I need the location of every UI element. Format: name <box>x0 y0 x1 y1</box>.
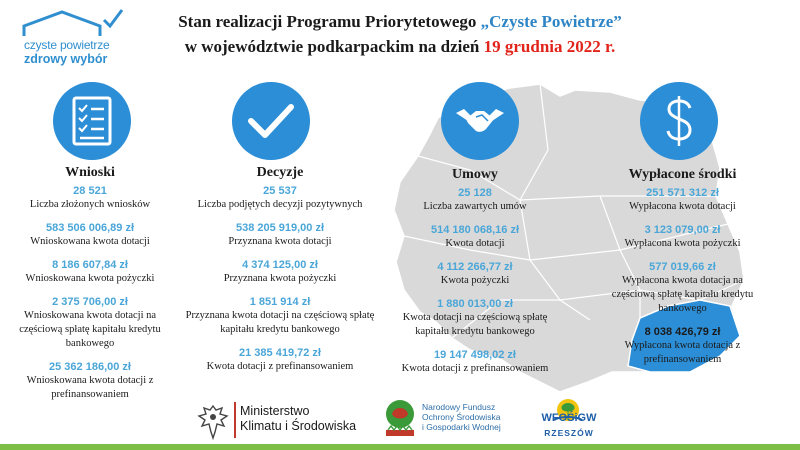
stat-label: Wnioskowana kwota dotacji na częściową spłatę kapitału kredytu bankowego <box>19 310 161 349</box>
stat-label: Wnioskowana kwota pożyczki <box>25 273 155 284</box>
stat-value: 8 186 607,84 zł <box>52 259 128 271</box>
stat-label: Wypłacona kwota dotacja na częściową spłatę kapitału kredytu bankowego <box>611 275 754 314</box>
ministry-line2: Klimatu i Środowiska <box>240 419 357 433</box>
stat-item <box>600 326 765 367</box>
nfosigw-emblem-icon <box>382 398 418 440</box>
stat-item <box>10 296 170 351</box>
nfosigw-line2: Ochrony Środowiska <box>422 412 501 422</box>
stat-item <box>390 349 560 376</box>
stat-value: 1 851 914 zł <box>249 296 311 308</box>
checklist-icon <box>53 82 131 160</box>
column-applications <box>10 165 170 412</box>
title-region: w województwie podkarpackim na dzień <box>184 37 484 56</box>
page-title-line1 <box>0 12 800 32</box>
stat-value: 1 880 013,00 zł <box>437 298 513 310</box>
stat-label: Kwota dotacji z prefinansowaniem <box>401 363 549 374</box>
column-heading: Decyzje <box>256 165 304 180</box>
handshake-icon <box>441 82 519 160</box>
stat-item <box>390 298 560 339</box>
program-name: „Czyste Powietrze” <box>480 12 622 31</box>
stat-item <box>180 222 380 249</box>
column-heading: Wnioski <box>65 165 115 180</box>
stat-value: 4 374 125,00 zł <box>242 259 318 271</box>
stat-item <box>180 185 380 212</box>
column-decisions <box>180 165 380 384</box>
stat-value: 3 123 079,00 zł <box>644 224 721 236</box>
title-prefix: Stan realizacji Programu Priorytetowego <box>178 12 481 31</box>
logo-text-line2: zdrowy wybór <box>24 52 108 66</box>
column-heading: Umowy <box>452 167 498 182</box>
stat-label: Wnioskowana kwota dotacji z prefinansowaniem <box>26 375 154 400</box>
stat-value: 21 385 419,72 zł <box>239 347 321 359</box>
ministry-logo <box>196 402 356 442</box>
wfosigw-logo <box>524 398 614 444</box>
footer-accent-bar <box>0 444 800 450</box>
stat-item <box>600 187 765 214</box>
stat-value: 28 521 <box>73 185 107 197</box>
nfosigw-name <box>422 402 501 432</box>
stat-item <box>10 185 170 212</box>
stat-label: Przyznana kwota dotacji na częściową spłatę kapitału kredytu bankowego <box>185 310 375 335</box>
nfosigw-line3: i Gospodarki Wodnej <box>422 422 501 432</box>
stat-label: Kwota pożyczki <box>440 275 510 286</box>
stat-label: Wypłacona kwota dotacja z prefinansowaniem <box>624 340 741 365</box>
stat-value: 4 112 266,77 zł <box>437 261 513 273</box>
stat-label: Kwota dotacji na częściową spłatę kapitału kredytu bankowego <box>402 312 548 337</box>
stat-value: 8 038 426,79 zł <box>644 326 721 338</box>
nfosigw-line1: Narodowy Fundusz <box>422 402 496 412</box>
stat-item <box>390 224 560 251</box>
ministry-line1: Ministerstwo <box>240 404 310 418</box>
ministry-divider <box>234 402 236 438</box>
stat-label: Kwota dotacji z prefinansowaniem <box>206 361 354 372</box>
stat-item <box>600 261 765 316</box>
page-title-line2 <box>0 37 800 57</box>
eagle-emblem-icon <box>196 402 230 440</box>
stat-label: Liczba podjętych decyzji pozytywnych <box>197 199 363 210</box>
column-heading: Wypłacone środki <box>628 167 737 182</box>
dollar-icon <box>640 82 718 160</box>
stat-label: Kwota dotacji <box>445 238 505 249</box>
stat-value: 25 537 <box>263 185 297 197</box>
stat-value: 251 571 312 zł <box>646 187 719 199</box>
stat-item <box>180 296 380 337</box>
logo-text-line1: czyste powietrze <box>24 38 110 52</box>
stat-item <box>390 261 560 288</box>
stat-value: 25 128 <box>458 187 492 199</box>
stat-label: Liczba złożonych wniosków <box>29 199 151 210</box>
checkmark-icon <box>232 82 310 160</box>
stat-value: 514 180 068,16 zł <box>430 224 520 236</box>
stat-label: Przyznana kwota pożyczki <box>223 273 337 284</box>
stat-item <box>390 187 560 214</box>
stat-item <box>10 361 170 402</box>
stat-item <box>10 222 170 249</box>
wfosigw-city: RZESZÓW <box>544 428 594 438</box>
stat-value: 538 205 919,00 zł <box>235 222 325 234</box>
stat-item <box>180 259 380 286</box>
stat-value: 577 019,66 zł <box>649 261 716 273</box>
wfosigw-name: WFOŚiGW <box>541 412 597 424</box>
stat-item <box>600 224 765 251</box>
stat-label: Wypłacona kwota dotacji <box>629 201 736 212</box>
stat-item <box>180 347 380 374</box>
nfosigw-logo <box>382 398 522 444</box>
stat-label: Liczba zawartych umów <box>423 201 527 212</box>
stat-item <box>10 259 170 286</box>
report-date: 19 grudnia 2022 r. <box>483 37 616 56</box>
ministry-name <box>240 404 356 434</box>
stat-value: 2 375 706,00 zł <box>52 296 128 308</box>
stat-label: Wypłacona kwota pożyczki <box>624 238 741 249</box>
column-contracts <box>390 167 560 386</box>
stat-label: Wnioskowana kwota dotacji <box>30 236 150 247</box>
stat-label: Przyznana kwota dotacji <box>228 236 332 247</box>
stat-value: 583 506 006,89 zł <box>45 222 135 234</box>
stat-value: 19 147 498,02 zł <box>434 349 516 361</box>
stat-value: 25 362 186,00 zł <box>49 361 131 373</box>
column-payments <box>600 167 765 377</box>
